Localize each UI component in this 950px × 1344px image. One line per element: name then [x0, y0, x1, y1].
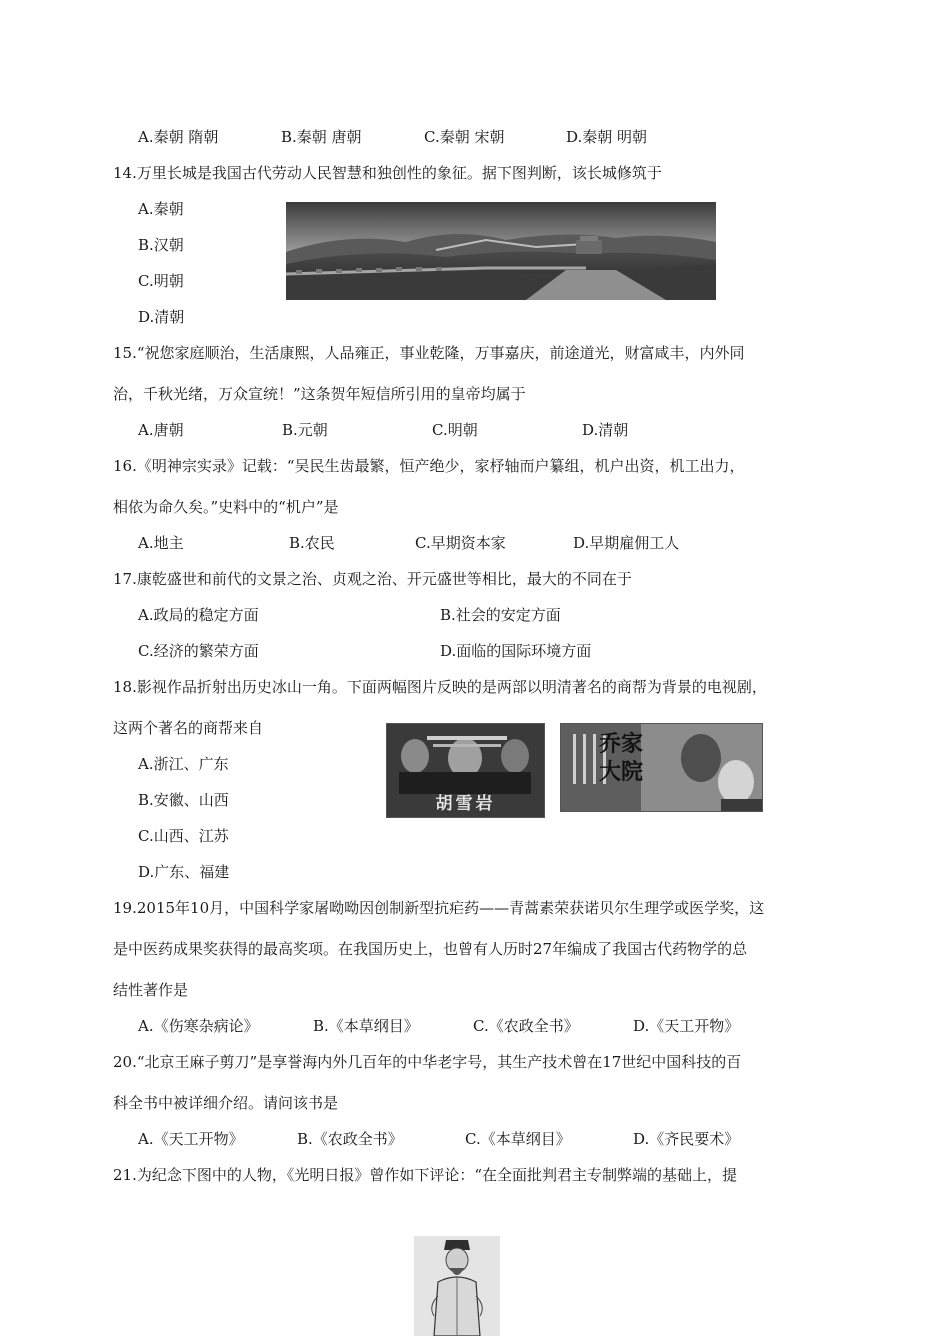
- q19-option-c: C.《农政全书》: [473, 1017, 579, 1035]
- q14-option-b: B.汉朝: [138, 236, 184, 254]
- q18-option-a: A.浙江、广东: [138, 755, 229, 773]
- q16-stem-line1: 16.《明神宗实录》记载：“吴民生齿最繁，恒产绝少，家杼轴而户纂组，机户出资，机工出力，: [113, 457, 745, 475]
- q19-stem-line2: 是中医药成果奖获得的最高奖项。在我国历史上，也曾有人历时27年编成了我国古代药物学的总: [113, 940, 748, 958]
- q20-option-a: A.《天工开物》: [138, 1130, 244, 1148]
- great-wall-photo: [286, 202, 716, 300]
- q16-option-b: B.农民: [289, 534, 335, 552]
- q18-option-d: D.广东、福建: [138, 863, 230, 881]
- q14-option-c: C.明朝: [138, 272, 184, 290]
- q16-stem-line2: 相依为命久矣。”史料中的“机户”是: [113, 498, 339, 516]
- q19-option-a: A.《伤寒杂病论》: [138, 1017, 259, 1035]
- q17-option-a: A.政局的稳定方面: [138, 606, 259, 624]
- q16-option-c: C.早期资本家: [415, 534, 506, 552]
- q13-option-c: C.秦朝 宋朝: [424, 128, 505, 146]
- q16-option-a: A.地主: [138, 534, 184, 552]
- q15-stem-line2: 治，千秋光绪，万众宣统！”这条贺年短信所引用的皇帝均属于: [113, 385, 526, 403]
- q21-stem: 21.为纪念下图中的人物，《光明日报》曾作如下评论：“在全面批判君主专制弊端的基础上，提: [113, 1166, 738, 1184]
- q14-option-a: A.秦朝: [138, 200, 184, 218]
- q17-stem: 17.康乾盛世和前代的文景之治、贞观之治、开元盛世等相比，最大的不同在于: [113, 570, 632, 588]
- poster1-title: 胡雪岩: [435, 794, 496, 814]
- q13-option-d: D.秦朝 明朝: [566, 128, 648, 146]
- q15-stem-line1: 15.“祝您家庭顺治，生活康熙，人品雍正，事业乾隆，万事嘉庆，前途道光，财富咸丰，内外同: [113, 344, 745, 362]
- q18-stem-line1: 18.影视作品折射出历史冰山一角。下面两幅图片反映的是两部以明清著名的商帮为背景的电视剧，: [113, 678, 767, 696]
- q20-option-d: D.《齐民要术》: [633, 1130, 740, 1148]
- poster2-title: 乔家大院: [598, 731, 643, 785]
- q17-option-d: D.面临的国际环境方面: [440, 642, 592, 660]
- q19-option-b: B.《本草纲目》: [313, 1017, 419, 1035]
- q17-option-c: C.经济的繁荣方面: [138, 642, 259, 660]
- q20-option-c: C.《本草纲目》: [465, 1130, 571, 1148]
- q14-stem: 14.万里长城是我国古代劳动人民智慧和独创性的象征。据下图判断，该长城修筑于: [113, 164, 662, 182]
- q19-stem-line1: 19.2015年10月，中国科学家屠呦呦因创制新型抗疟药——青蒿素荣获诺贝尔生理学或医学奖，这: [113, 899, 765, 917]
- q20-stem-line1: 20.“北京王麻子剪刀”是享誉海内外几百年的中华老字号，其生产技术曾在17世纪中国科技的百: [113, 1053, 742, 1071]
- q13-option-b: B.秦朝 唐朝: [281, 128, 362, 146]
- q20-option-b: B.《农政全书》: [297, 1130, 403, 1148]
- q15-option-d: D.清朝: [582, 421, 629, 439]
- q15-option-c: C.明朝: [432, 421, 478, 439]
- historical-figure-portrait: [414, 1236, 500, 1336]
- q18-option-b: B.安徽、山西: [138, 791, 229, 809]
- q19-option-d: D.《天工开物》: [633, 1017, 740, 1035]
- q17-option-b: B.社会的安定方面: [440, 606, 561, 624]
- q18-option-c: C.山西、江苏: [138, 827, 229, 845]
- q18-stem-line2: 这两个著名的商帮来自: [113, 719, 264, 737]
- q15-option-a: A.唐朝: [138, 421, 184, 439]
- q15-option-b: B.元朝: [282, 421, 328, 439]
- q19-stem-line3: 结性著作是: [113, 981, 189, 999]
- q14-option-d: D.清朝: [138, 308, 185, 326]
- q13-option-a: A.秦朝 隋朝: [138, 128, 219, 146]
- tv-poster-hu-xueyan: [386, 723, 545, 818]
- q16-option-d: D.早期雇佣工人: [573, 534, 680, 552]
- tv-poster-qiao-family: [560, 723, 763, 812]
- q20-stem-line2: 科全书中被详细介绍。请问该书是: [113, 1094, 339, 1112]
